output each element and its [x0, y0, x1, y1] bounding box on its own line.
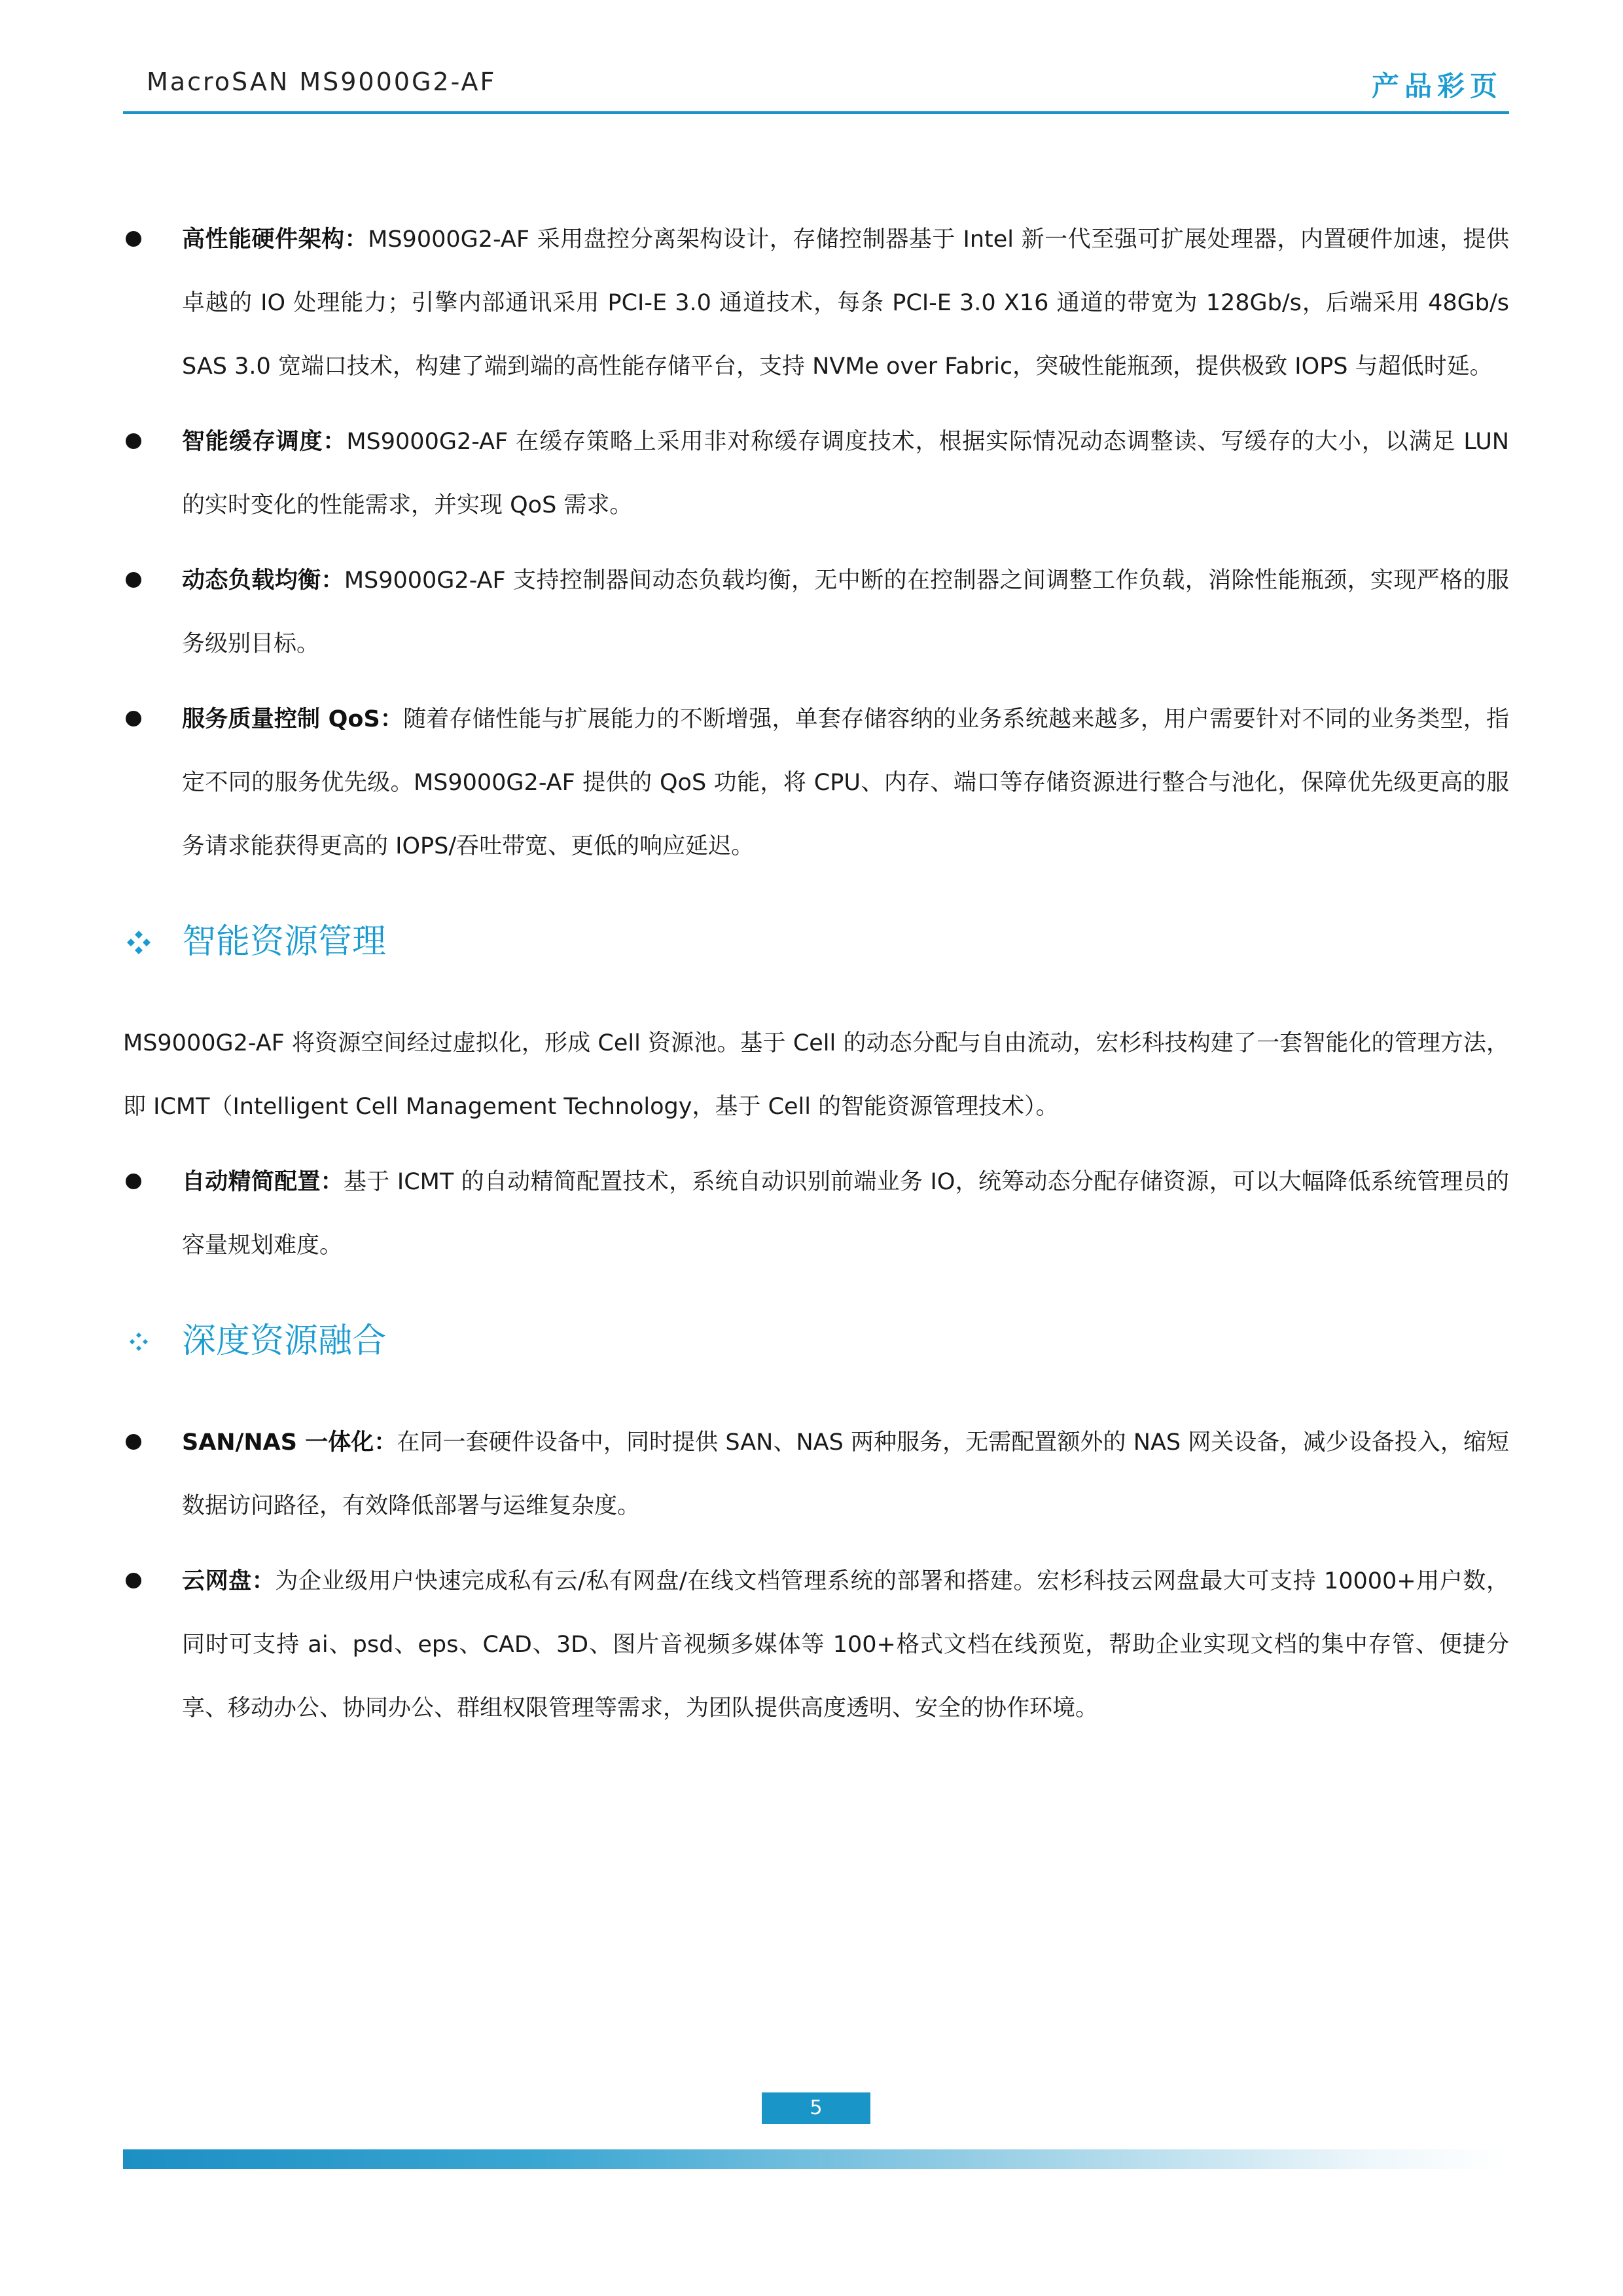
- footer-gradient-bar: [123, 2149, 1509, 2169]
- section-title: 智能资源管理: [182, 922, 387, 961]
- page-header: [123, 62, 1509, 115]
- bullet-icon: [126, 1573, 141, 1588]
- feature-item: [123, 1550, 1509, 1740]
- feature-term: 云网盘：: [182, 1568, 276, 1594]
- section-heading-resource-management: [123, 912, 1509, 971]
- feature-text: 为企业级用户快速完成私有云/私有网盘/在线文档管理系统的部署和搭建。宏杉科技云网盘最大可支持 10000+用户数，同时可支持 ai、psd、eps、CAD、3D、图片音视频多媒体等 100+格式文档在线预览，帮助企业实现文档的集中存管、便捷分享、移动办公、协同办公、群组权限管理等需求，为团队提供高度透明、安全的协作环境。: [182, 1568, 1509, 1721]
- feature-item: [123, 549, 1509, 676]
- feature-term: 服务质量控制 QoS：: [182, 706, 404, 732]
- bullet-icon: [126, 1174, 141, 1189]
- bullet-icon: [126, 572, 141, 588]
- section-intro-paragraph: MS9000G2-AF 将资源空间经过虚拟化，形成 Cell 资源池。基于 Cell 的动态分配与自由流动，宏杉科技构建了一套智能化的管理方法，即 ICMT（Intelligent Cell Management Technology，基于 Cell 的智能资源管理技术）。: [123, 1030, 1509, 1120]
- section-title: 深度资源融合: [182, 1321, 387, 1361]
- diamond-bullet-icon: [126, 929, 152, 956]
- feature-text: 在同一套硬件设备中，同时提供 SAN、NAS 两种服务，无需配置额外的 NAS 网关设备，减少设备投入，缩短数据访问路径，有效降低部署与运维复杂度。: [182, 1429, 1509, 1519]
- bullet-icon: [126, 711, 141, 726]
- bullet-icon: [126, 433, 141, 449]
- feature-term: SAN/NAS 一体化：: [182, 1429, 397, 1456]
- feature-text: 随着存储性能与扩展能力的不断增强，单套存储容纳的业务系统越来越多，用户需要针对不同的业务类型，指定不同的服务优先级。MS9000G2-AF 提供的 QoS 功能，将 CPU、内存、端口等存储资源进行整合与池化，保障优先级更高的服务请求能获得更高的 IOPS/吞吐带宽、更低的响应延迟。: [182, 706, 1509, 859]
- header-product-name: MacroSAN MS9000G2-AF: [147, 67, 497, 96]
- section-heading-resource-fusion: [123, 1312, 1509, 1371]
- header-doc-type: 产品彩页: [1371, 70, 1503, 102]
- feature-text: MS9000G2-AF 支持控制器间动态负载均衡，无中断的在控制器之间调整工作负载，消除性能瓶颈，实现严格的服务级别目标。: [182, 567, 1509, 657]
- feature-term: 高性能硬件架构：: [182, 226, 368, 253]
- feature-term: 动态负载均衡：: [182, 567, 344, 594]
- feature-term: 智能缓存调度：: [182, 429, 347, 455]
- page-content: [123, 208, 1509, 1752]
- bullet-icon: [126, 231, 141, 247]
- feature-term: 自动精简配置：: [182, 1169, 344, 1195]
- header-divider: [123, 111, 1509, 114]
- bullet-icon: [126, 1434, 141, 1450]
- diamond-bullet-icon: [126, 1329, 152, 1355]
- feature-item: [123, 208, 1509, 399]
- feature-item: [123, 1411, 1509, 1538]
- feature-item: [123, 688, 1509, 878]
- feature-text: MS9000G2-AF 采用盘控分离架构设计，存储控制器基于 Intel 新一代至强可扩展处理器，内置硬件加速，提供卓越的 IO 处理能力；引擎内部通讯采用 PCI-E 3.0 通道技术，每条 PCI-E 3.0 X16 通道的带宽为 128Gb/s，后端采用 48Gb/s SAS 3.0 宽端口技术，构建了端到端的高性能存储平台，支持 NVMe over Fabric，突破性能瓶颈，提供极致 IOPS 与超低时延。: [182, 226, 1509, 380]
- feature-item: [123, 410, 1509, 537]
- feature-text: 基于 ICMT 的自动精简配置技术，系统自动识别前端业务 IO，统筹动态分配存储资源，可以大幅降低系统管理员的容量规划难度。: [182, 1169, 1509, 1259]
- page-number: 5: [762, 2092, 870, 2124]
- feature-item: [123, 1151, 1509, 1278]
- feature-text: MS9000G2-AF 在缓存策略上采用非对称缓存调度技术，根据实际情况动态调整读、写缓存的大小，以满足 LUN 的实时变化的性能需求，并实现 QoS 需求。: [182, 429, 1509, 518]
